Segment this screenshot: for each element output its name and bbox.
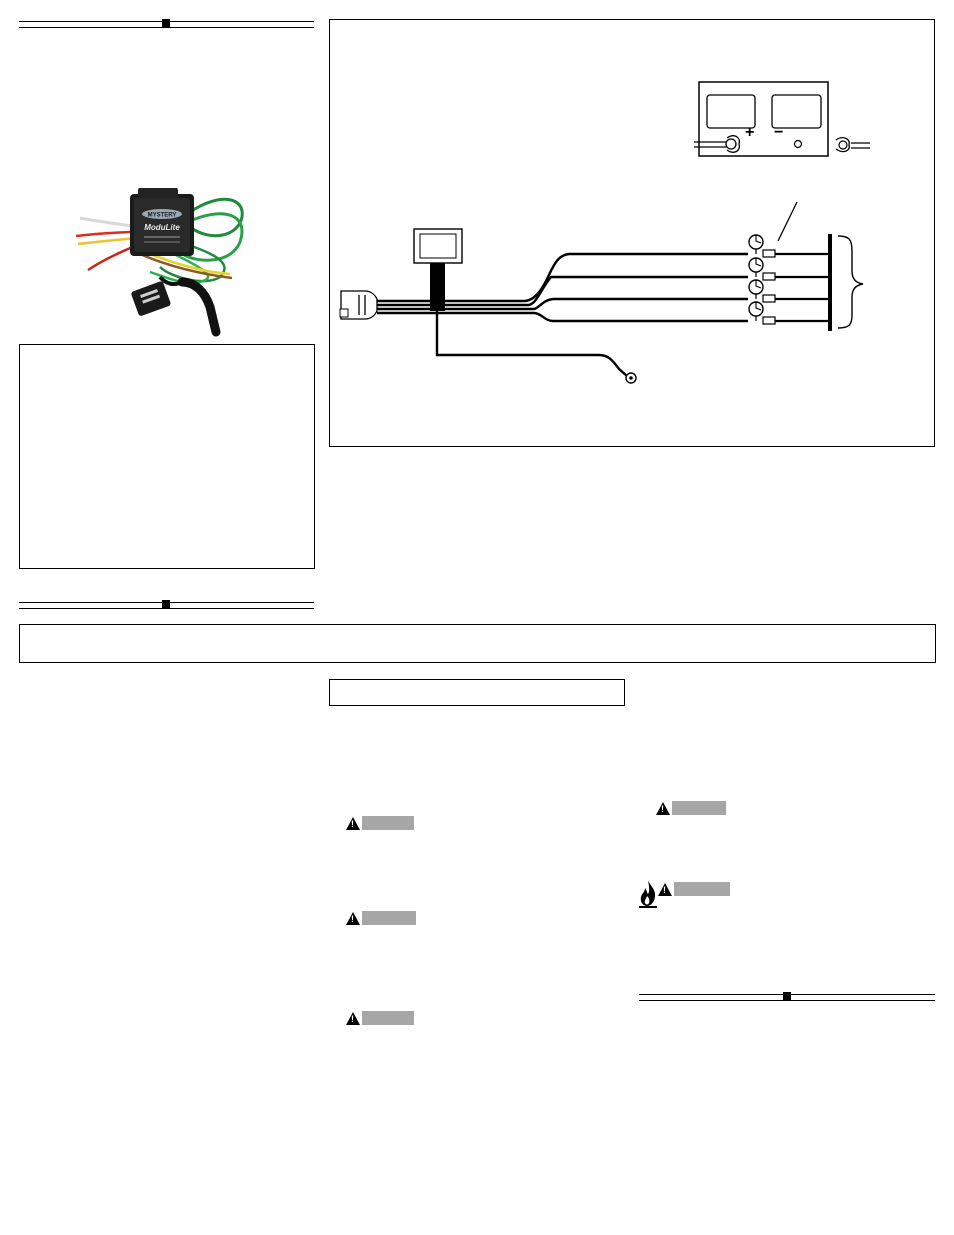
curly-brace xyxy=(838,236,863,328)
warning-badge-4 xyxy=(656,800,726,816)
section-divider-top-left xyxy=(19,21,314,28)
warning-badge-2 xyxy=(346,910,416,926)
splice-connector xyxy=(763,250,775,257)
wiring-diagram xyxy=(329,19,935,447)
warning-badge-1 xyxy=(346,815,414,831)
splice-connector xyxy=(763,295,775,302)
product-photo xyxy=(70,182,260,340)
splice-connector xyxy=(763,273,775,280)
battery-minus-icon: − xyxy=(774,124,784,141)
warning-triangle-icon xyxy=(658,883,672,896)
model-mark: ModuLite xyxy=(144,223,180,232)
battery xyxy=(694,82,870,156)
section-divider-knot-icon xyxy=(162,600,170,608)
splice-connector xyxy=(763,317,775,324)
warning-triangle-icon xyxy=(656,802,670,815)
callout-pointer xyxy=(778,202,797,241)
section-divider-right xyxy=(639,994,935,1001)
center-heading-frame xyxy=(329,679,625,706)
section-divider-knot-icon xyxy=(162,19,170,27)
section-divider-knot-icon xyxy=(783,992,791,1000)
flame-icon xyxy=(638,879,658,909)
bulb-icon xyxy=(749,280,763,299)
warning-triangle-icon xyxy=(346,912,360,925)
brand-mark: MYSTERY xyxy=(147,212,177,219)
left-text-frame xyxy=(19,344,315,569)
section-divider-mid-left xyxy=(19,602,314,609)
battery-plus-icon: + xyxy=(745,124,755,141)
bulb-icon xyxy=(749,258,763,277)
bulb-icon xyxy=(749,235,763,254)
warning-badge-5 xyxy=(658,881,730,897)
warning-triangle-icon xyxy=(346,817,360,830)
warning-triangle-icon xyxy=(346,1012,360,1025)
bulb-icon xyxy=(749,302,763,321)
banner-frame xyxy=(19,624,936,663)
warning-badge-3 xyxy=(346,1010,414,1026)
